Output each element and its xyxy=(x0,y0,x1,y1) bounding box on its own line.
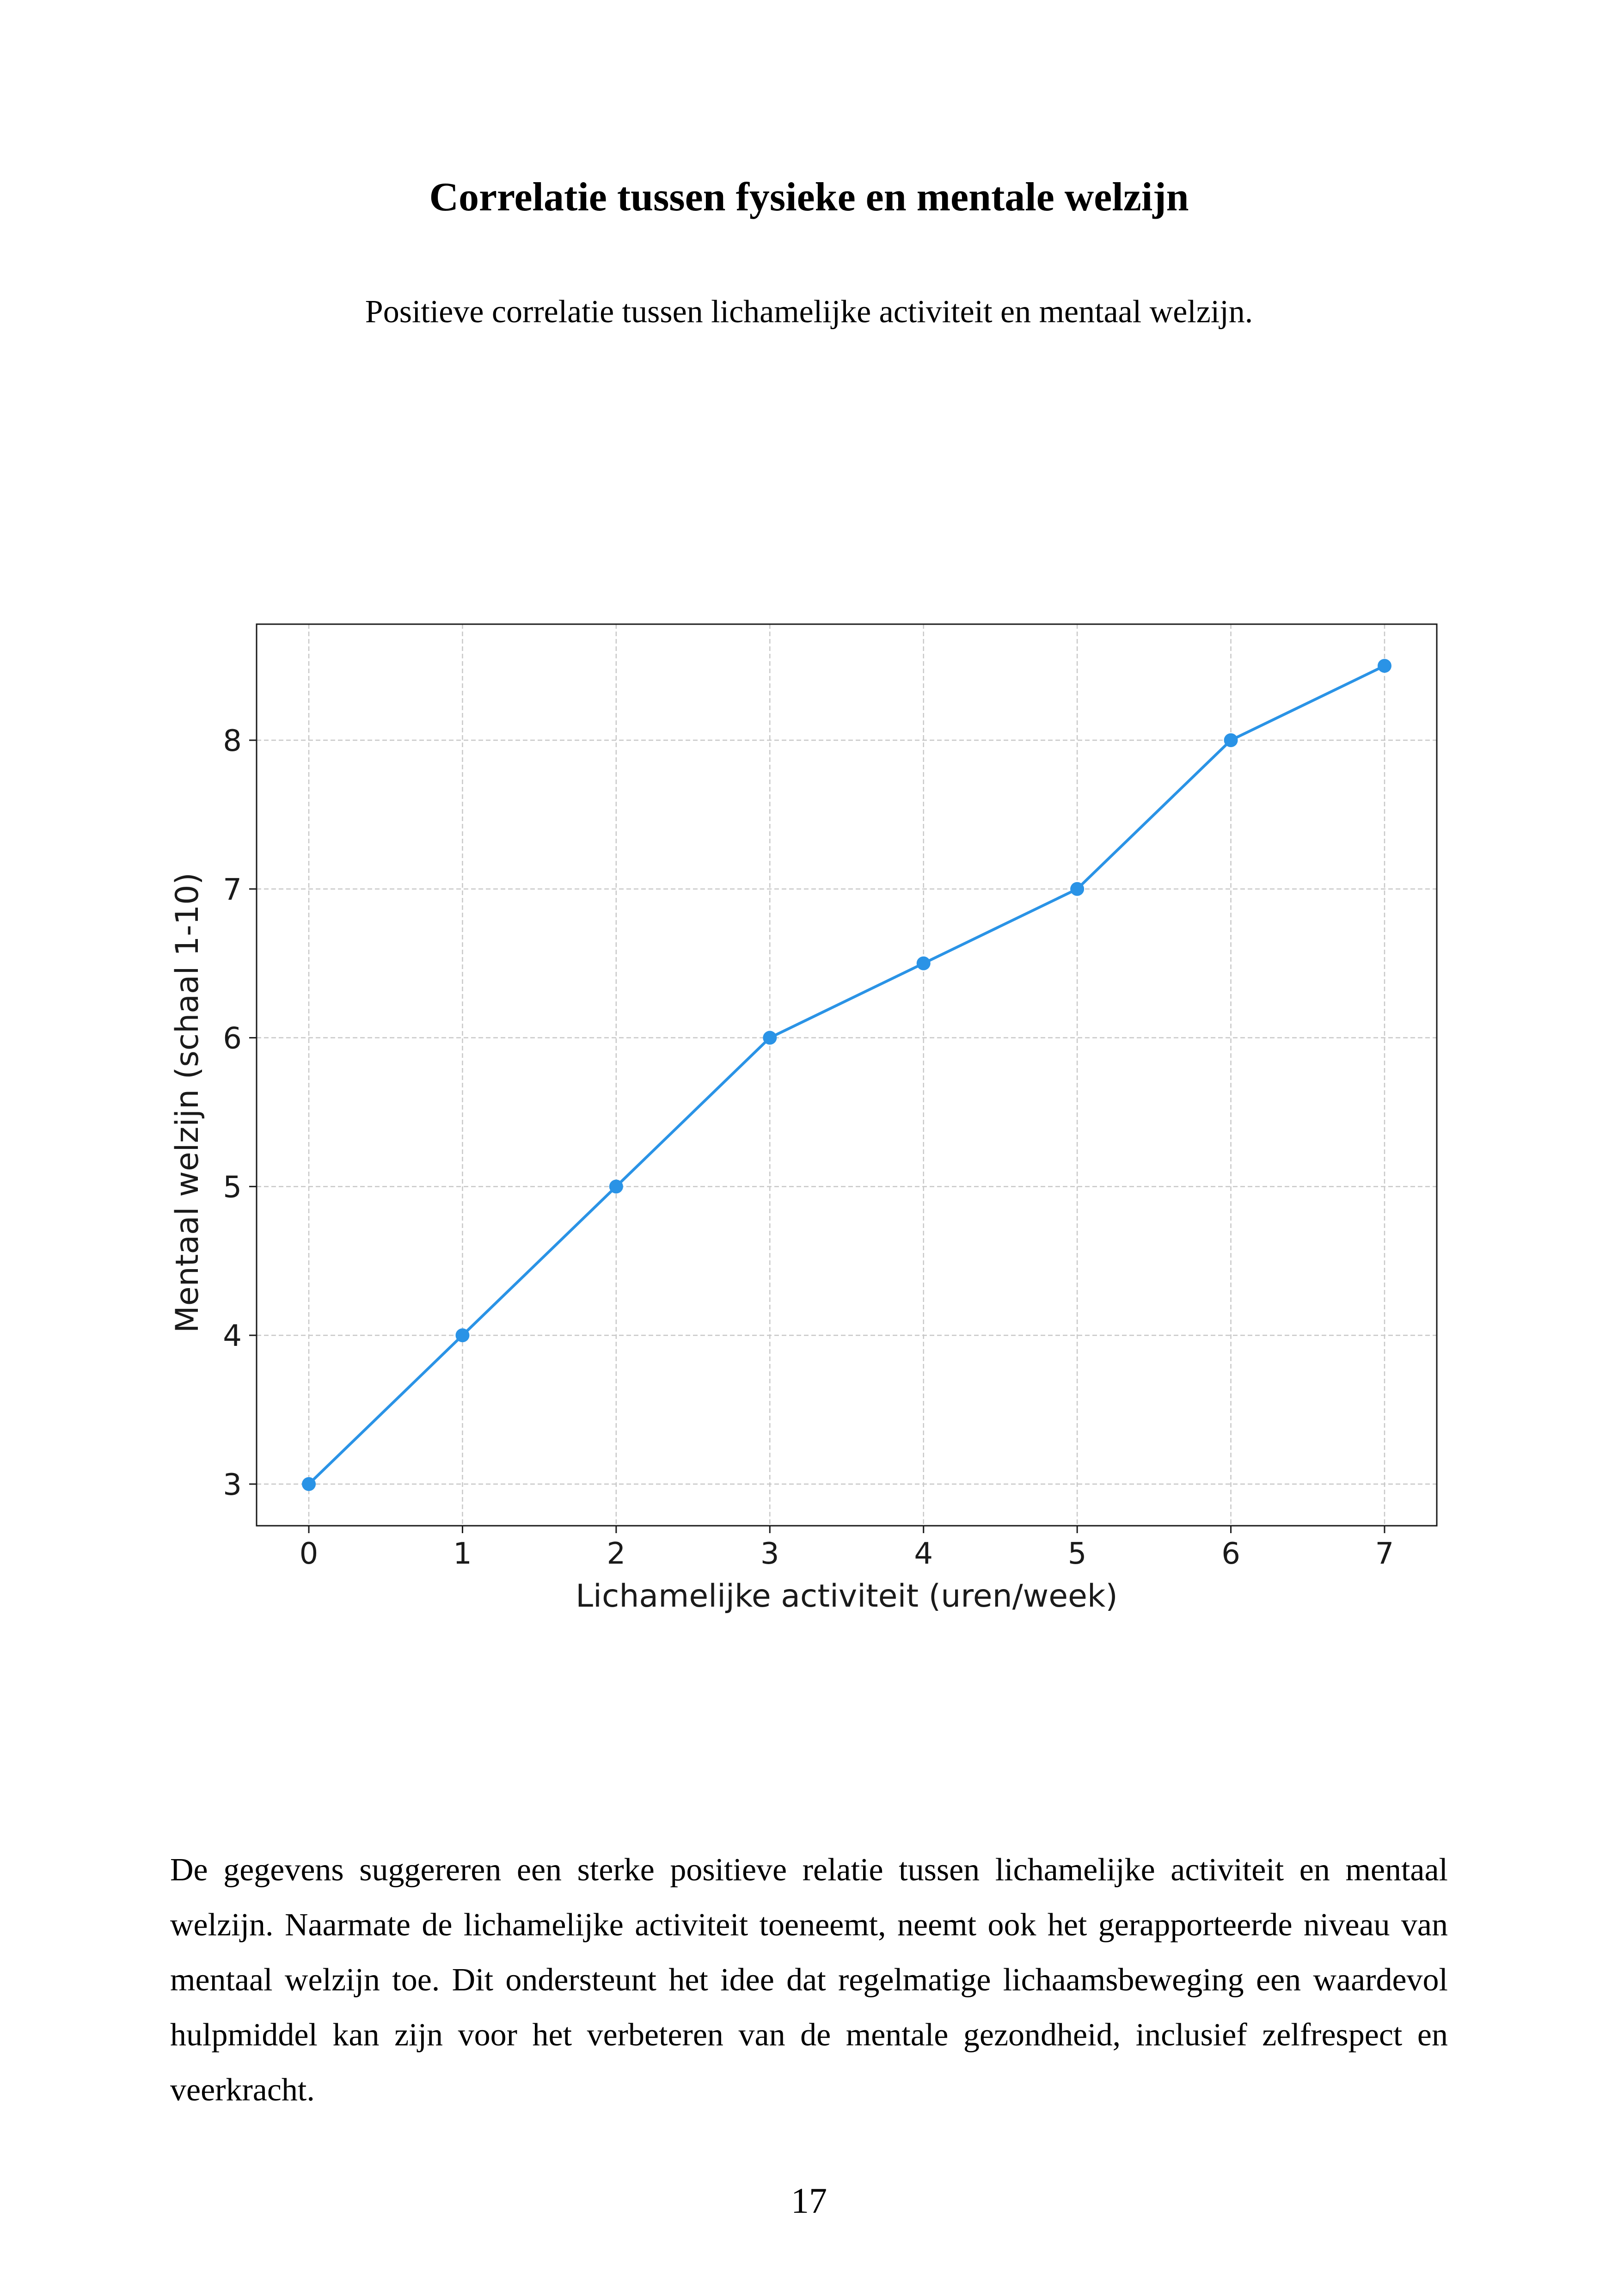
x-tick-label: 5 xyxy=(1067,1537,1087,1571)
series-line-group xyxy=(309,666,1385,1484)
x-tick-label: 3 xyxy=(760,1537,779,1571)
data-point xyxy=(917,957,931,970)
data-point xyxy=(1224,733,1238,747)
data-point xyxy=(302,1477,316,1491)
y-tick-label: 7 xyxy=(223,872,242,907)
line-chart xyxy=(0,592,1618,1637)
chart-caption: Positieve correlatie tussen lichamelijke activiteit en mentaal welzijn. xyxy=(365,294,1253,330)
x-axis-label: Lichamelijke activiteit (uren/week) xyxy=(576,1578,1118,1615)
y-axis-label: Mentaal welzijn (schaal 1-10) xyxy=(169,872,206,1333)
data-point xyxy=(609,1179,623,1193)
page-number: 17 xyxy=(791,2180,827,2221)
data-point xyxy=(1378,659,1391,673)
y-tick-label: 3 xyxy=(223,1467,242,1502)
x-tick-label: 2 xyxy=(607,1537,626,1571)
x-tick-label: 4 xyxy=(914,1537,933,1571)
y-tick-label: 4 xyxy=(223,1319,242,1354)
data-point xyxy=(1070,882,1084,896)
body-paragraph: De gegevens suggereren een sterke positieve relatie tussen lichamelijke activiteit en mentaal welzijn. Naarmate de lichamelijke activiteit toeneemt, neemt ook het gerapporteerde niveau van mentaal welzijn toe. Dit ondersteunt het idee dat regelmatige lichaamsbeweging een waardevol hulpmiddel kan zijn voor het verbeteren van de mentale gezondheid, inclusief zelfrespect en veerkracht. xyxy=(170,1852,1448,2108)
x-tick-label: 6 xyxy=(1221,1537,1240,1571)
series-line xyxy=(309,666,1385,1484)
y-tick-label: 8 xyxy=(223,724,242,758)
y-axis-ticks xyxy=(223,724,257,1502)
x-axis-ticks xyxy=(300,1526,1394,1571)
y-tick-label: 5 xyxy=(223,1170,242,1205)
plot-frame xyxy=(257,624,1437,1526)
data-point xyxy=(763,1031,777,1045)
y-tick-label: 6 xyxy=(223,1021,242,1056)
x-tick-label: 1 xyxy=(453,1537,472,1571)
x-tick-label: 7 xyxy=(1375,1537,1394,1571)
data-points xyxy=(302,659,1391,1491)
page-title: Correlatie tussen fysieke en mentale welzijn xyxy=(429,175,1189,220)
grid-lines xyxy=(257,624,1437,1526)
data-point xyxy=(455,1328,469,1342)
x-tick-label: 0 xyxy=(299,1537,319,1571)
